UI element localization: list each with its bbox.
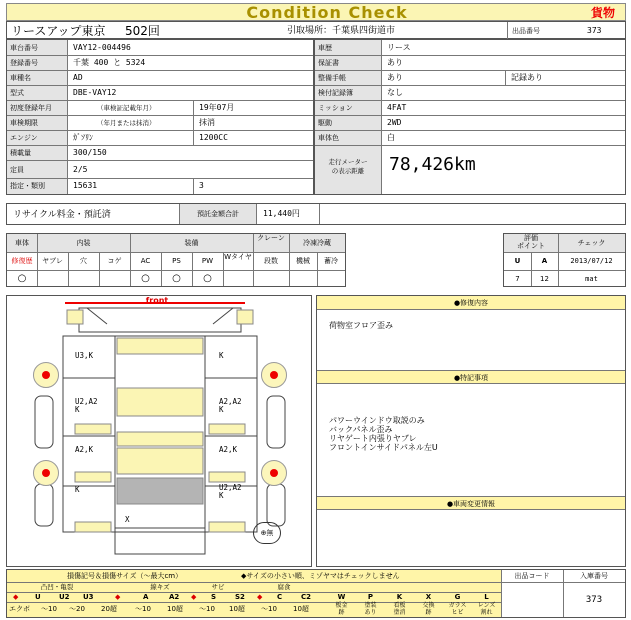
diamond-icon: ◆ [257,593,263,601]
cargo-stamp: 貨物 [590,6,615,20]
label-chassis: 車台番号 [10,44,38,52]
change-title: ●車両変更情報 [317,496,625,510]
label-drive: 駆動 [318,119,332,127]
checker: mat [585,275,598,283]
col-burn: コゲ [107,257,122,265]
sym-c2: C2 [301,593,312,601]
special-note: バックパネル歪み [329,425,393,434]
special-note: リヤゲート内張りヤブレ [329,434,417,443]
size-label: エクボ [9,605,30,613]
car-diagram [6,295,312,567]
extra-key: K [396,593,403,601]
listing-code-label: 出品コード [514,572,550,580]
col-machine: 機械 [296,257,310,265]
col-repair-history: 修復歴 [11,257,33,265]
extra-key: P [367,593,374,601]
extra-desc: ガラス ヒビ [448,602,467,616]
sym-s2: S2 [235,593,245,601]
vehicle-info-right [314,39,626,195]
score-u-value: 7 [515,275,520,283]
value-engine-cc: 1200CC [199,133,228,142]
value-color: 白 [387,133,395,142]
score-a-value: 12 [540,275,549,283]
vehicle-info-left [6,39,314,195]
col-ps: PS [172,257,181,265]
extra-desc: レンズ 割れ [477,602,496,616]
sym-s: S [211,593,217,601]
dmg-front-left: U3,K [75,351,94,360]
label-inspection: 車検期限 [10,119,38,127]
label-service-book: 整備手帳 [318,74,346,82]
legend-title: 損傷記号＆損傷サイズ（〜最大cm） [67,572,183,580]
value-history: リース [387,43,411,52]
dmg-front-right: K [219,351,224,360]
label-inspection-record: 検付記録簿 [318,89,353,97]
score-table [503,233,626,287]
size-label: 20超 [101,605,117,613]
label-registration: 登録番号 [10,59,38,67]
value-class: 3 [199,181,204,190]
size-label: 〜10 [261,605,277,613]
label-designation: 指定・類別 [10,182,45,190]
value-drive: 2WD [387,118,402,127]
session-no: 502回 [125,24,160,38]
val-pw: ○ [203,273,212,284]
col-cold-storage: 蓄冷 [324,257,338,265]
group-equipment: 装備 [184,239,199,247]
value-warranty: あり [387,58,403,67]
label-history: 車歴 [318,44,332,52]
label-transmission: ミッション [318,104,353,112]
label-capacity: 定員 [10,166,24,174]
extra-desc: 板金 跡 [335,602,348,616]
recycle-row [6,203,626,225]
value-inspection-record: なし [387,88,403,97]
spare-tire-icon: ⊕無 [253,522,281,544]
col-ac: AC [140,257,151,265]
banner-title: Condition Check [246,3,408,22]
sub-inspection: （年月または抹消） [97,119,156,127]
cat-scratch: 線キズ [150,583,170,591]
val-repair-history: ○ [17,273,27,284]
stock-number-label: 入庫番号 [580,572,608,580]
notes-panel [316,295,626,567]
value-engine-fuel: ｶﾞｿﾘﾝ [73,133,93,142]
dmg-rear-left: K [75,485,80,494]
special-notes [329,416,438,452]
label-model-name: 車種名 [10,74,31,82]
dmg-front-door-right: A2,A2 K [219,397,242,414]
size-label: 〜10 [135,605,151,613]
dmg-rear-door-left: A2,K [75,445,94,454]
score-a-label: A [541,257,548,265]
extra-key: X [425,593,432,601]
value-capacity: 2/5 [73,165,88,174]
col-hole: 穴 [80,257,87,265]
size-label: 10超 [229,605,245,613]
cat-dent: 凸凹・亀裂 [40,583,74,591]
val-ac: ○ [141,273,150,284]
group-crane: クレーン [257,234,285,242]
deposit-value: 11,440円 [263,209,300,218]
special-note: フロントインサイドパネル左U [329,443,438,452]
value-first-reg: 19年07月 [199,103,235,112]
equipment-table [6,233,346,287]
odometer-value: 78,426km [389,154,476,175]
value-model-name: AD [73,73,83,82]
extra-desc: 交換 跡 [422,602,435,616]
special-note: パワーウインドウ取説のみ [329,416,425,425]
repair-title: ●修復内容 [317,296,625,310]
group-refrigeration: 冷凍冷蔵 [303,239,331,247]
repair-text: 荷物室フロア歪み [329,321,393,330]
wheel-front-right-icon [261,362,287,388]
col-pw: PW [201,257,214,265]
value-inspection: 抹消 [199,118,215,127]
legend [6,569,626,618]
cat-corrosion: 腐食 [277,583,291,591]
size-label: 〜10 [199,605,215,613]
value-transmission: 4FAT [387,103,407,112]
extra-key: G [454,593,461,601]
diamond-icon: ◆ [191,593,197,601]
check-date: 2013/07/12 [570,257,613,265]
sym-c: C [277,593,283,601]
wheel-front-left-icon [33,362,59,388]
col-stages: 段数 [264,257,278,265]
diamond-icon: ◆ [13,593,19,601]
extra-codes [327,592,501,617]
value-record: 記録あり [511,73,543,82]
wheel-rear-right-icon [261,460,287,486]
size-row [7,603,327,615]
lot-number: 373 [587,26,602,35]
extra-key: L [484,593,489,601]
sym-a: A [143,593,149,601]
sym-u2: U2 [59,593,70,601]
dmg-rear-right: U2,A2 K [219,483,242,500]
front-label: front [145,296,169,305]
dmg-back: X [125,515,130,524]
sym-u: U [35,593,41,601]
score-u-label: U [514,257,521,265]
value-designation: 15631 [73,181,98,190]
deposit-label: 預託金額合計 [179,204,257,224]
score-title: 評価 ポイント [517,234,545,250]
extra-desc: 看板 塗消 [393,602,406,616]
size-label: 〜10 [41,605,57,613]
lot-label: 出品番号 [512,27,540,35]
value-chassis: VAY12-004496 [73,43,131,52]
title-row [6,21,626,39]
size-label: 10超 [167,605,183,613]
sym-a2: A2 [169,593,180,601]
dmg-front-door-left: U2,A2 K [75,397,98,414]
label-load: 積載量 [10,149,31,157]
col-wtire: Wタイヤ [224,253,252,261]
sub-first-reg: （車検証記載年月） [97,104,156,112]
wheel-rear-left-icon [33,460,59,486]
val-ps: ○ [172,273,181,284]
size-label: 〜20 [69,605,85,613]
dmg-rear-door-right: A2,K [219,445,238,454]
label-color: 車体色 [318,134,339,142]
diamond-icon: ◆ [115,593,121,601]
check-label: チェック [577,239,606,247]
label-warranty: 保証書 [318,59,339,67]
extra-key: W [337,593,346,601]
value-load: 300/150 [73,148,107,157]
group-interior: 内装 [76,239,91,247]
recycle-label: リサイクル料金・預託済 [13,210,111,220]
value-registration: 千葉 400 と 5324 [73,58,146,67]
special-title: ●特記事項 [317,370,625,384]
stock-number: 373 [585,595,603,605]
group-body: 車体 [15,239,29,247]
value-type: DBE-VAY12 [73,88,117,97]
legend-note: ◆サイズの小さい順、ミゾヤマはチェックしません [241,572,400,580]
col-tear: ヤブレ [42,257,63,265]
label-type: 型式 [10,89,24,97]
extra-desc: 塗装 あり [364,602,377,616]
value-service-book: あり [387,73,403,82]
pickup-location: 引取場所：千葉県四街道市 [287,26,396,36]
odometer-label: 走行メーター の表示距離 [328,158,368,175]
sym-u3: U3 [83,593,94,601]
label-engine: エンジン [10,134,38,142]
label-first-reg: 初度登録年月 [10,104,52,112]
auction-name: リースアップ東京 [11,24,106,38]
cat-rust: サビ [211,583,225,591]
size-label: 10超 [293,605,309,613]
header-banner [6,3,626,21]
